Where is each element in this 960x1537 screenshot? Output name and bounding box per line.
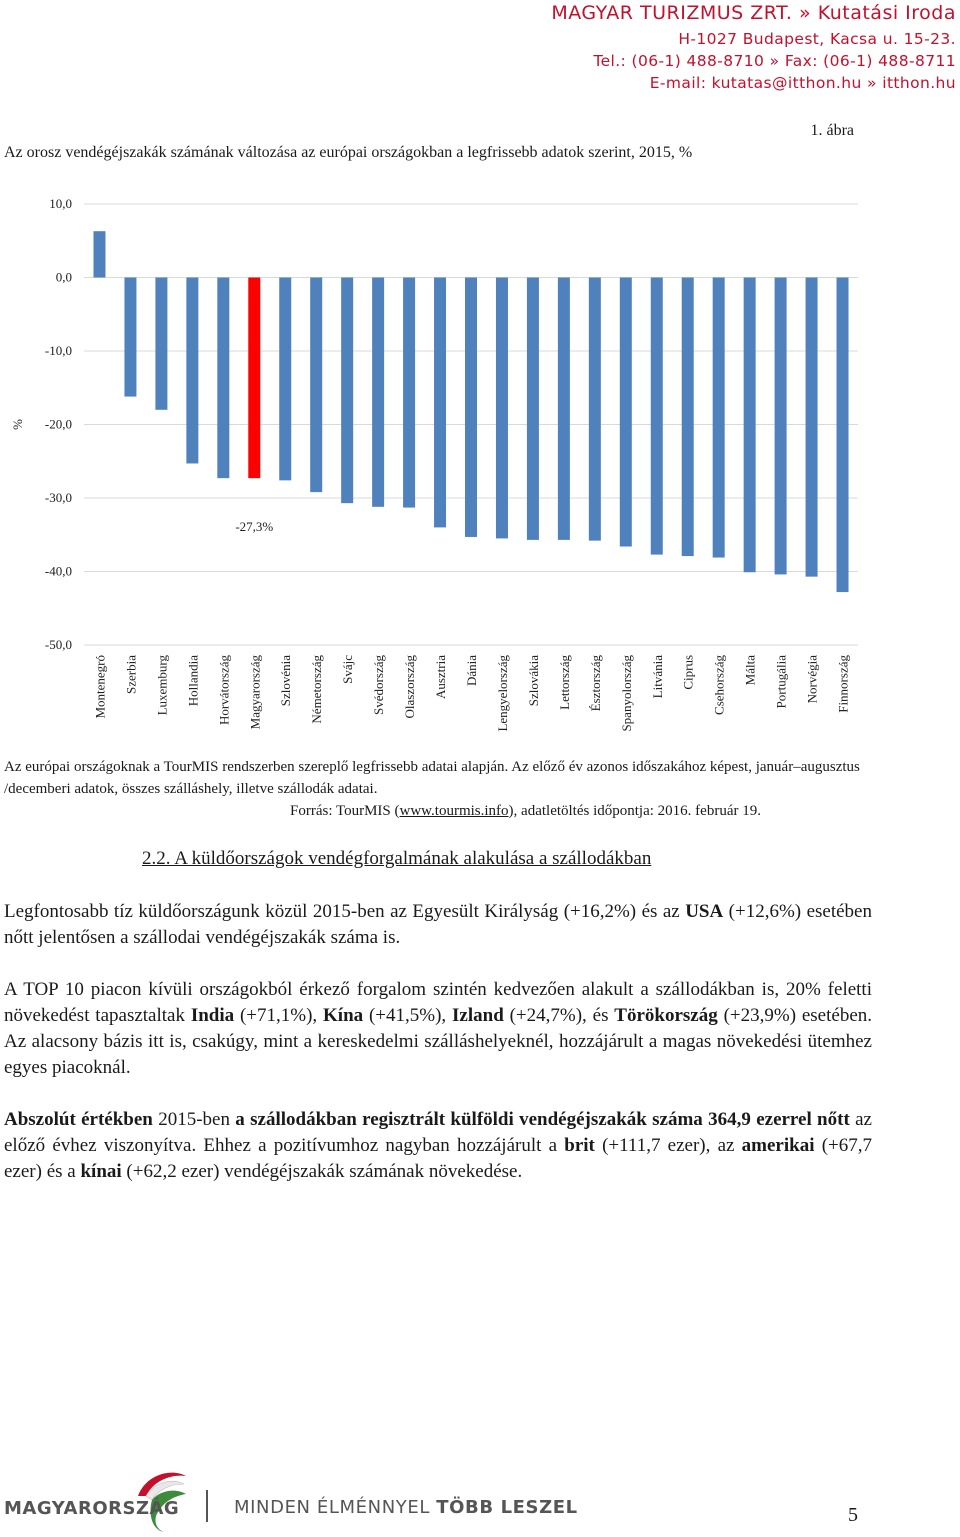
- y-tick-label: -10,0: [44, 343, 72, 358]
- bar-svájc: [341, 278, 353, 504]
- p3-bold-a: Abszolút értékben: [4, 1109, 153, 1130]
- x-tick-label: Montenegró: [92, 655, 108, 719]
- x-tick-label: Szlovákia: [525, 655, 541, 707]
- x-tick-label: Ciprus: [680, 655, 696, 690]
- bar-finnország: [837, 278, 849, 593]
- bar-norvégia: [806, 278, 818, 577]
- paragraph-3: [4, 1107, 872, 1185]
- source-suffix: ), adatletöltés időpontja: 2016. február 19.: [508, 803, 761, 819]
- bar-montenegró: [93, 231, 105, 277]
- x-tick-label: Lengyelország: [494, 655, 510, 732]
- source-link[interactable]: www.tourmis.info: [399, 803, 509, 819]
- bar-hollandia: [186, 278, 198, 464]
- source-prefix: Forrás: TourMIS (: [290, 803, 400, 819]
- bar-litvánia: [651, 278, 663, 555]
- p3-text-f: (+111,7 ezer), az: [594, 1135, 742, 1156]
- bar-lettország: [558, 278, 570, 540]
- p1-bold-usa: USA: [685, 901, 724, 922]
- p2-text-g: (+24,7%), és: [503, 1005, 615, 1026]
- x-tick-label: Németország: [309, 655, 325, 724]
- bar-szerbia: [124, 278, 136, 397]
- figure-note: Az európai országoknak a TourMIS rendszerben szereplő legfrissebb adatai alapján. Az előző év azonos időszakához képest, január–augusztus /decemberi adatok, összes szálláshely, illetve szállodák adatai.: [4, 759, 860, 797]
- footer-slogan: [234, 1497, 578, 1518]
- paragraph-2: [4, 977, 872, 1081]
- header-address: H-1027 Budapest, Kacsa u. 15-23.: [678, 30, 956, 48]
- header-org: MAGYAR TURIZMUS ZRT.: [551, 2, 793, 24]
- p3-bold-c: a szállodákban regisztrált külföldi vendégéjszakák száma 364,9 ezerrel nőtt: [235, 1109, 850, 1130]
- p2-bold-izland: Izland: [452, 1005, 504, 1026]
- bar-málta: [744, 278, 756, 573]
- bar-svédország: [372, 278, 384, 507]
- p2-bold-torokorszag: Törökország: [614, 1005, 718, 1026]
- p2-text-a: A TOP 10 piacon kívüli országokból érkező forgalom szintén kedvezően alakult a szállodákban is, 20% feletti növekedést tapasztaltak: [4, 979, 872, 1026]
- p1-text-c: (+12,6%) esetében nőtt jelentősen a szállodai vendégéjszakák száma is.: [4, 901, 872, 948]
- p3-bold-brit: brit: [564, 1135, 595, 1156]
- p2-text-i: (+23,9%) esetében. Az alacsony bázis itt is, csakúgy, mint a kereskedelmi szálláshelyeknél, hozzájárult a magas növekedési ütemhez egyes piacoknál.: [4, 1005, 873, 1078]
- y-tick-label: 10,0: [49, 196, 72, 211]
- p3-bold-amerikai: amerikai: [741, 1135, 815, 1156]
- x-tick-label: Spanyolország: [618, 655, 634, 732]
- y-tick-label: -30,0: [44, 490, 72, 505]
- header-email[interactable]: E-mail: kutatas@itthon.hu » itthon.hu: [649, 74, 956, 92]
- y-tick-label: -50,0: [44, 637, 72, 652]
- x-tick-label: Olaszország: [402, 655, 418, 719]
- slogan-bold: TÖBB LESZEL: [436, 1497, 578, 1518]
- p3-text-b: 2015-ben: [152, 1109, 236, 1130]
- y-axis-label: %: [10, 419, 25, 430]
- x-tick-label: Horvátország: [216, 655, 232, 726]
- bar-ausztria: [434, 278, 446, 528]
- header-separator: »: [792, 2, 818, 24]
- footer-divider: [206, 1490, 208, 1522]
- x-tick-label: Svájc: [340, 655, 356, 684]
- x-tick-label: Portugália: [773, 655, 789, 709]
- footer-brand: MAGYARORSZÁG: [4, 1498, 180, 1519]
- bar-szlovákia: [527, 278, 539, 540]
- y-tick-label: -40,0: [44, 563, 72, 579]
- p3-text-j: (+62,2 ezer) vendégéjszakák számának növekedése.: [121, 1161, 523, 1182]
- x-tick-label: Csehország: [711, 655, 727, 715]
- bar-csehország: [713, 278, 725, 558]
- x-tick-label: Norvégia: [804, 655, 820, 704]
- bar-lengyelország: [496, 278, 508, 539]
- page-number: 5: [848, 1504, 858, 1526]
- paragraph-1: [4, 899, 872, 951]
- x-tick-label: Szlovénia: [278, 655, 294, 707]
- x-tick-label: Luxemburg: [154, 655, 170, 716]
- p1-text-a: Legfontosabb tíz küldőországunk közül 2015-ben az Egyesült Királyság (+16,2%) és az: [4, 901, 686, 922]
- p2-text-c: (+71,1%),: [234, 1005, 324, 1026]
- figure-number: 1. ábra: [810, 122, 854, 139]
- bar-dánia: [465, 278, 477, 537]
- bar-szlovénia: [279, 278, 291, 481]
- x-tick-label: Szerbia: [123, 655, 139, 694]
- bar-horvátország: [217, 278, 229, 479]
- bar-németország: [310, 278, 322, 493]
- figure-source: [290, 800, 890, 822]
- header-phone: Tel.: (06-1) 488-8710 » Fax: (06-1) 488-8711: [593, 52, 956, 70]
- header-title: [551, 2, 956, 24]
- y-tick-label: 0,0: [55, 269, 72, 285]
- bar-ciprus: [682, 278, 694, 557]
- bar-olaszország: [403, 278, 415, 508]
- p3-bold-kinai: kínai: [80, 1161, 122, 1182]
- p2-bold-kina: Kína: [323, 1005, 364, 1026]
- p2-text-e: (+41,5%),: [363, 1005, 453, 1026]
- x-tick-label: Észtország: [587, 655, 603, 712]
- x-tick-label: Málta: [742, 655, 758, 686]
- bar-chart: [0, 180, 960, 752]
- x-tick-label: Svédország: [371, 655, 387, 715]
- bar-portugália: [775, 278, 787, 575]
- x-tick-label: Litvánia: [649, 655, 665, 699]
- x-tick-label: Finnország: [835, 655, 851, 713]
- figure-title: Az orosz vendégéjszakák számának változása az európai országokban a legfrissebb adatok szerint, 2015, %: [4, 144, 693, 161]
- y-tick-label: -20,0: [44, 416, 72, 432]
- bar-annotation: -27,3%: [235, 519, 274, 535]
- p3-text-d: az előző évhez viszonyítva. Ehhez a pozitívumhoz nagyban hozzájárult a: [4, 1109, 872, 1156]
- bar-spanyolország: [620, 278, 632, 547]
- section-title: 2.2. A küldőországok vendégforgalmának alakulása a szállodákban: [142, 848, 652, 869]
- bar-luxemburg: [155, 278, 167, 410]
- x-tick-label: Magyarország: [247, 655, 263, 730]
- p2-bold-india: India: [190, 1005, 235, 1026]
- header-dept: Kutatási Iroda: [817, 2, 956, 24]
- x-tick-label: Dánia: [464, 655, 479, 687]
- x-tick-label: Ausztria: [433, 655, 449, 700]
- slogan-regular: MINDEN ÉLMÉNNYEL: [234, 1497, 437, 1518]
- bar-észtország: [589, 278, 601, 541]
- x-tick-label: Lettország: [556, 655, 572, 710]
- x-tick-label: Hollandia: [185, 655, 201, 707]
- bar-magyarország: [248, 278, 260, 479]
- p3-text-h: (+67,7 ezer) és a: [4, 1135, 873, 1182]
